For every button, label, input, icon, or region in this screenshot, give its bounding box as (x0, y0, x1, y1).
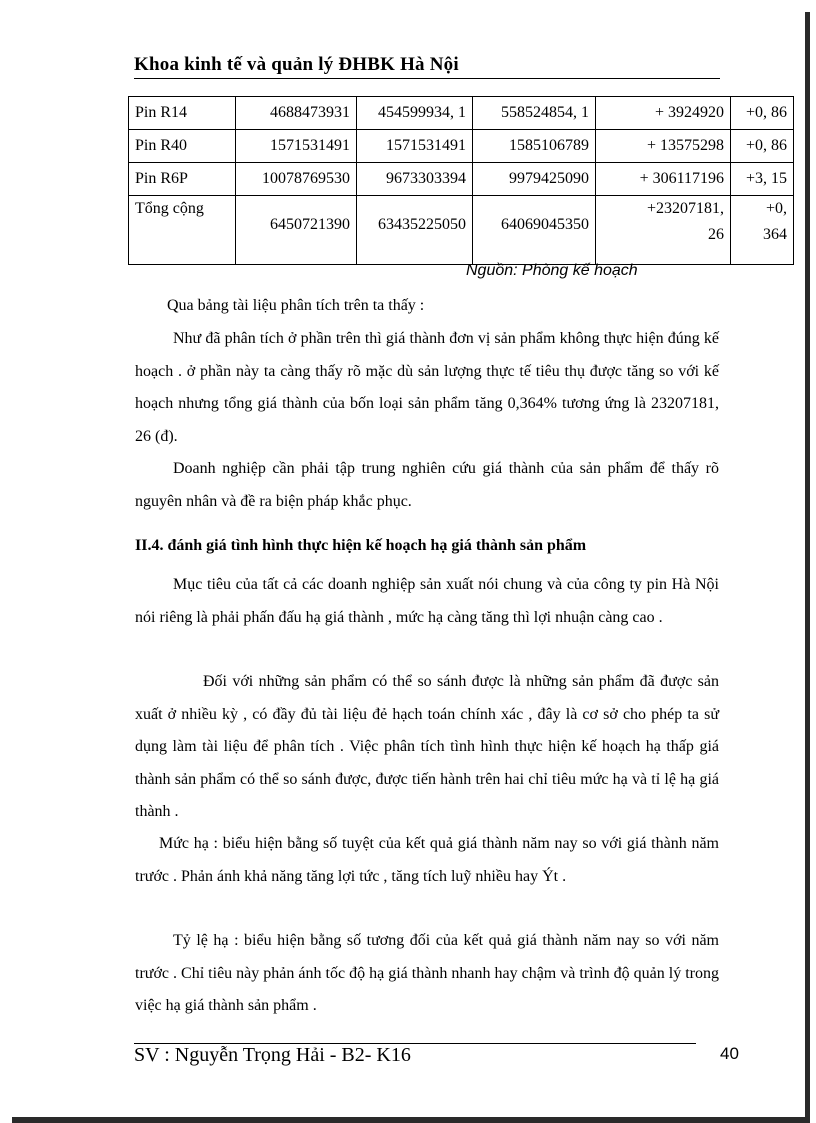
cell-value: 364 (763, 226, 787, 243)
table-row (129, 97, 794, 130)
table-cell: +0, 86 (731, 130, 794, 163)
table-total-row (129, 196, 794, 265)
footer-author: SV : Nguyễn Trọng Hải - B2- K16 (134, 1044, 411, 1066)
table-cell: Tổng cộng (129, 196, 236, 265)
cell-value: 63435225050 (378, 216, 466, 233)
page-header-title: Khoa kinh tế và quản lý ĐHBK Hà Nội (134, 54, 459, 75)
table-cell: 4688473931 (236, 97, 357, 130)
paragraph: Tỷ lệ hạ : biểu hiện bằng số tương đối của kết quả giá thành năm nay so với năm trước . Chỉ tiêu này phản ánh tốc độ hạ giá thành nhanh hay chậm và trình độ quản lý trong việc hạ giá thành sản phẩm . (135, 932, 719, 1014)
table-row (129, 130, 794, 163)
table-cell: Pin R40 (129, 130, 236, 163)
table-cell: + 13575298 (596, 130, 731, 163)
page-number: 40 (720, 1044, 739, 1063)
paragraph: Như đã phân tích ở phần trên thì giá thành đơn vị sản phẩm không thực hiện đúng kế hoạch . ở phần này ta càng thấy rõ mặc dù sản lượng thực tế tiêu thụ được tăng so với kế hoạch nhưng tổng giá thành của bốn loại sản phẩm tăng 0,364% tương ứng là 23207181, 26 (đ). (135, 330, 719, 445)
table-cell: Pin R6P (129, 163, 236, 196)
table-cell: 1585106789 (473, 130, 596, 163)
cost-table (128, 96, 794, 265)
table-row (129, 163, 794, 196)
table-cell (596, 196, 731, 265)
paragraph: Qua bảng tài liệu phân tích trên ta thấy : (167, 297, 425, 314)
paragraph: Doanh nghiệp cần phải tập trung nghiên cứu giá thành của sản phẩm để thấy rõ nguyên nhân và đề ra biện pháp khắc phục. (135, 460, 719, 510)
table-cell: +3, 15 (731, 163, 794, 196)
table-cell: 9979425090 (473, 163, 596, 196)
table-source-note: Nguồn: Phòng kế hoạch (466, 262, 638, 279)
cell-value: 26 (708, 226, 724, 243)
cell-value: 64069045350 (501, 216, 589, 233)
table-cell: + 306117196 (596, 163, 731, 196)
table-cell: Pin R14 (129, 97, 236, 130)
table-cell: 454599934, 1 (357, 97, 473, 130)
cell-value: +23207181, (646, 200, 724, 217)
table-cell (357, 196, 473, 265)
page-shadow (805, 12, 810, 1123)
paragraph: Mục tiêu của tất cả các doanh nghiệp sản xuất nói chung và của công ty pin Hà Nội nói riêng là phải phấn đấu hạ giá thành , mức hạ càng tăng thì lợi nhuận càng cao . (135, 576, 719, 626)
table-cell: 10078769530 (236, 163, 357, 196)
table-cell: 1571531491 (236, 130, 357, 163)
page-shadow (12, 1117, 810, 1123)
table-cell: 9673303394 (357, 163, 473, 196)
table-cell: 558524854, 1 (473, 97, 596, 130)
paragraph: Mức hạ : biểu hiện bằng số tuyệt của kết quả giá thành năm nay so với giá thành năm trước . Phản ánh khả năng tăng lợi tức , tăng tích luỹ nhiều hay Ýt . (135, 835, 719, 885)
cell-value: +0, (765, 200, 787, 217)
cell-value: 6450721390 (270, 216, 350, 233)
table-cell (473, 196, 596, 265)
table-cell (731, 196, 794, 265)
table-cell: + 3924920 (596, 97, 731, 130)
paragraph: Đối với những sản phẩm có thể so sánh được là những sản phẩm đã được sản xuất ở nhiều kỳ , có đầy đủ tài liệu đẻ hạch toán chính xác , đây là cơ sở cho phép ta sử dụng làm tài liệu để phân tích . Việc phân tích tình hình thực hiện kế hoạch hạ thấp giá thành sản phẩm có thể so sánh được, được tiến hành trên hai chỉ tiêu mức hạ và tỉ lệ hạ giá thành . (135, 673, 719, 820)
section-heading: II.4. đánh giá tình hình thực hiện kế hoạch hạ giá thành sản phẩm (135, 537, 587, 554)
table-cell: 1571531491 (357, 130, 473, 163)
header-divider (134, 78, 720, 79)
table-cell: +0, 86 (731, 97, 794, 130)
table-cell (236, 196, 357, 265)
